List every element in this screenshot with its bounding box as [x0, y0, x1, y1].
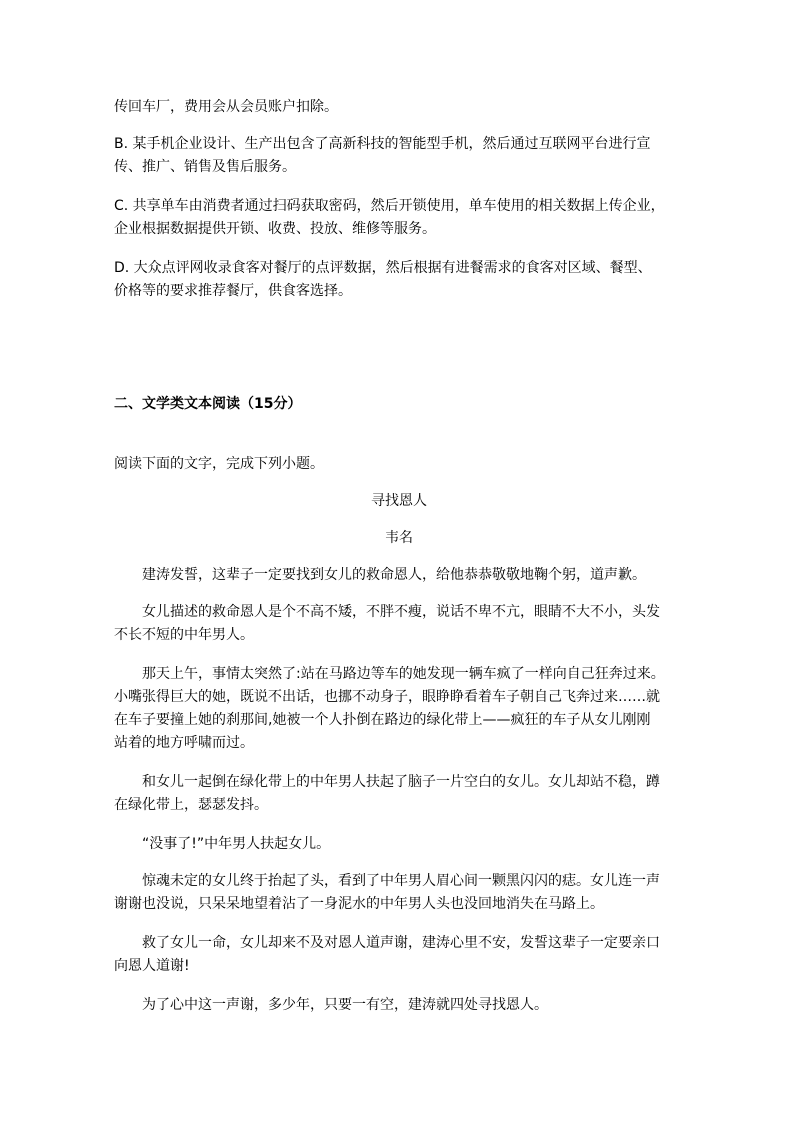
text-line: 女儿描述的救命恩人是个不高不矮，不胖不瘦，说话不卑不亢，眼睛不大不小，头发	[114, 604, 660, 620]
text-line: B. 某手机企业设计、生产出包含了高新科技的智能型手机，然后通过互联网平台进行宣	[114, 136, 651, 152]
text-line: 在车子要撞上她的刹那间,她被一个人扑倒在路边的绿化带上——疯狂的车子从女儿刚刚	[114, 712, 651, 728]
text-line: 企业根据数据提供开锁、收费、投放、维修等服务。	[114, 221, 436, 237]
story-paragraph	[114, 564, 684, 587]
option-d	[114, 257, 684, 303]
text-line: 传、推广、销售及售后服务。	[114, 159, 296, 175]
text-line: 小嘴张得巨大的她，既说不出话，也挪不动身子，眼睁睁看着车子朝自己飞奔过来……就	[114, 689, 660, 705]
text-line: 价格等的要求推荐餐厅，供食客选择。	[114, 283, 352, 299]
text-line: 谢谢也没说，只呆呆地望着沾了一身泥水的中年男人头也没回地消失在马路上。	[114, 896, 604, 912]
story-paragraph	[114, 663, 684, 755]
story-paragraph	[114, 833, 684, 856]
text-line: 不长不短的中年男人。	[114, 627, 254, 643]
story-paragraph	[114, 932, 684, 978]
option-c	[114, 195, 684, 241]
text-line: 传回车厂，费用会从会员账户扣除。	[114, 99, 338, 115]
text-line: 那天上午，事情太突然了:站在马路边等车的她发现一辆车疯了一样向自己狂奔过来。	[114, 666, 665, 682]
story-paragraph	[114, 601, 684, 647]
text-line: 惊魂未定的女儿终于抬起了头，看到了中年男人眉心间一颗黑闪闪的痣。女儿连一声	[114, 873, 660, 889]
text-line: 在绿化带上，瑟瑟发抖。	[114, 797, 268, 813]
section-heading: 二、文学类文本阅读（15分）	[114, 396, 302, 412]
story-title: 寻找恩人	[371, 493, 427, 509]
story-author: 韦名	[385, 530, 413, 546]
text-line: C. 共享单车由消费者通过扫码获取密码，然后开锁使用，单车使用的相关数据上传企业，	[114, 198, 665, 214]
story-paragraph	[114, 771, 684, 817]
option-b	[114, 133, 684, 179]
text-line: 站着的地方呼啸而过。	[114, 735, 254, 751]
text-line: 向恩人道谢!	[114, 958, 190, 974]
option-a-continuation	[114, 96, 684, 119]
text-line: 为了心中这一声谢，多少年，只要一有空，建涛就四处寻找恩人。	[114, 997, 548, 1013]
text-line: 建涛发誓，这辈子一定要找到女儿的救命恩人，给他恭恭敬敬地鞠个躬，道声歉。	[114, 567, 646, 583]
text-line: 和女儿一起倒在绿化带上的中年男人扶起了脑子一片空白的女儿。女儿却站不稳，蹲	[114, 774, 660, 790]
text-line: 救了女儿一命，女儿却来不及对恩人道声谢，建涛心里不安，发誓这辈子一定要亲口	[114, 935, 660, 951]
story-paragraph	[114, 994, 684, 1017]
story-paragraph	[114, 870, 684, 916]
text-line: “没事了!”中年男人扶起女儿。	[114, 836, 331, 852]
instruction-text: 阅读下面的文字，完成下列小题。	[114, 456, 324, 472]
text-line: D. 大众点评网收录食客对餐厅的点评数据，然后根据有进餐需求的食客对区域、餐型、	[114, 260, 652, 276]
